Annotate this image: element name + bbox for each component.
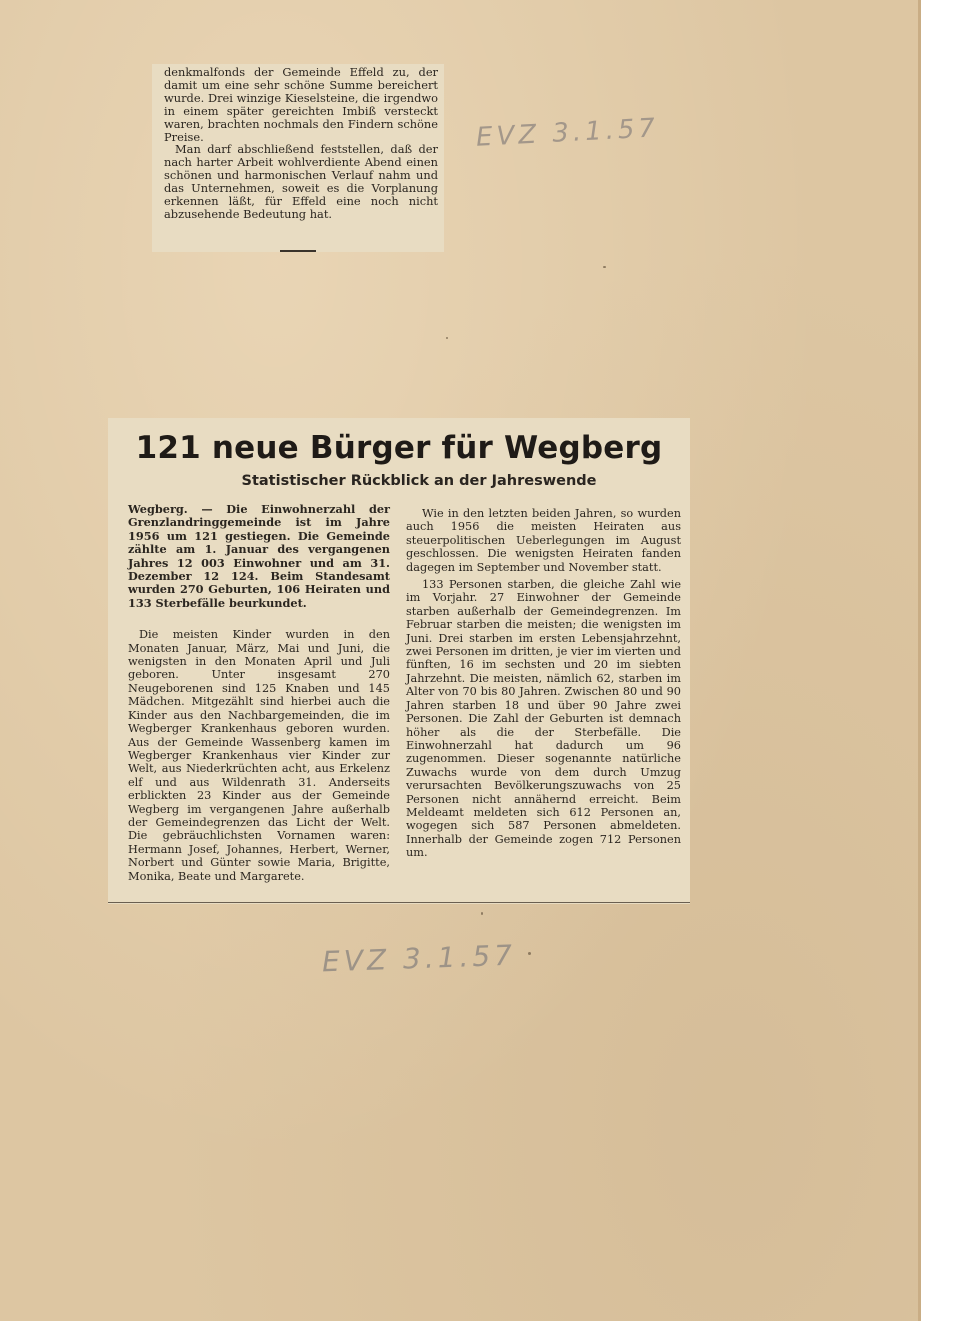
article-clipping [108, 418, 690, 904]
paper-speck [528, 952, 531, 955]
clipping-top-text [164, 66, 438, 221]
sheet-edge [918, 0, 921, 1321]
article-subheadline: Statistischer Rückblick an der Jahreswende [241, 473, 597, 489]
article-paragraph: Die meisten Kinder wurden in den Monaten Januar, März, Mai und Juni, die wenigsten in den Monaten April und Juli geboren. Unter insgesamt 270 Neugeborenen sind 125 Knaben und 145 Mädchen. Mitgezählt sind hierbei auch die Kinder aus den Nachbargemeinden, die im Wegberger Krankenhaus geboren wurden. Aus der Gemeinde Wassenberg kamen im Wegberger Krankenhaus vier Kinder zur Welt, aus Niederkrüchten acht, aus Erkelenz elf und aus Wildenrath 31. Anderseits erblickten 23 Kinder aus der Gemeinde Wegberg im vergangenen Jahre außerhalb der Gemeindegrenzen das Licht der Welt. Die gebräuchlichsten Vornamen waren: Hermann Josef, Johannes, Herbert, Werner, Norbert und Günter sowie Maria, Brigitte, Monika, Beate und Margarete. [128, 628, 390, 883]
handwritten-note-top: EVZ 3.1.57 [475, 113, 660, 153]
article-headline: 121 neue Bürger für Wegberg [135, 430, 663, 466]
paper-speck [603, 266, 606, 268]
paper-speck [446, 337, 448, 339]
article-lead: Wegberg. — Die Einwohnerzahl der Grenzlandringgemeinde ist im Jahre 1956 um 121 gestiegen. Die Gemeinde zählte am 1. Januar des vergangenen Jahres 12 003 Einwohner und am 31. Dezember 12 124. Beim Standesamt wurden 270 Geburten, 106 Heiraten und 133 Sterbefälle beurkundet. [128, 502, 390, 610]
clipping-top-paragraph: denkmalfonds der Gemeinde Effeld zu, der damit um eine sehr schöne Summe bereichert wurde. Drei winzige Kieselsteine, die irgendwo in einem später gereichten Imbiß versteckt waren, brachten nochmals den Findern schöne Preise. [164, 65, 438, 144]
end-rule [280, 250, 316, 252]
clipping-top [152, 64, 444, 252]
clipping-top-paragraph: Man darf abschließend feststellen, daß der nach harter Arbeit wohlverdiente Abend einen schönen und harmonischen Verlauf nahm und das Unternehmen, soweit es die Vorplanung erkennen läßt, für Effeld eine noch nicht abzusehende Bedeutung hat. [164, 142, 438, 221]
article-paragraph: 133 Personen starben, die gleiche Zahl wie im Vorjahr. 27 Einwohner der Gemeinde starben außerhalb der Gemeindegrenzen. Im Februar starben die meisten; die wenigsten im Juni. Drei starben im ersten Lebensjahrzehnt, zwei Personen im dritten, je vier im vierten und fünften, 16 im sechsten und 20 im siebten Jahrzehnt. Die meisten, nämlich 62, starben im Alter von 70 bis 80 Jahren. Zwischen 80 und 90 Jahren starben 18 und über 90 Jahre zwei Personen. Die Zahl der Geburten ist demnach höher als die der Sterbefälle. Die Einwohnerzahl hat dadurch um 96 zugenommen. Dieser sogenannte natürliche Zuwachs wurde von dem durch Umzug verursachten Bevölkerungszuwachs von 25 Personen nicht annähernd erreicht. Beim Meldeamt meldeten sich 612 Personen an, wogegen sich 587 Personen abmeldeten. Innerhalb der Gemeinde zogen 712 Personen um. [406, 578, 681, 860]
paper-speck [481, 912, 483, 915]
handwritten-note-bottom: EVZ 3.1.57 [321, 938, 517, 979]
article-left-column [128, 503, 390, 883]
bottom-rule [108, 902, 690, 903]
article-paragraph: Wie in den letzten beiden Jahren, so wurden auch 1956 die meisten Heiraten aus steuerpolitischen Ueberlegungen im August geschlossen. Die wenigsten Heiraten fanden dagegen im September und November statt. [406, 507, 681, 574]
article-right-column [406, 507, 681, 860]
